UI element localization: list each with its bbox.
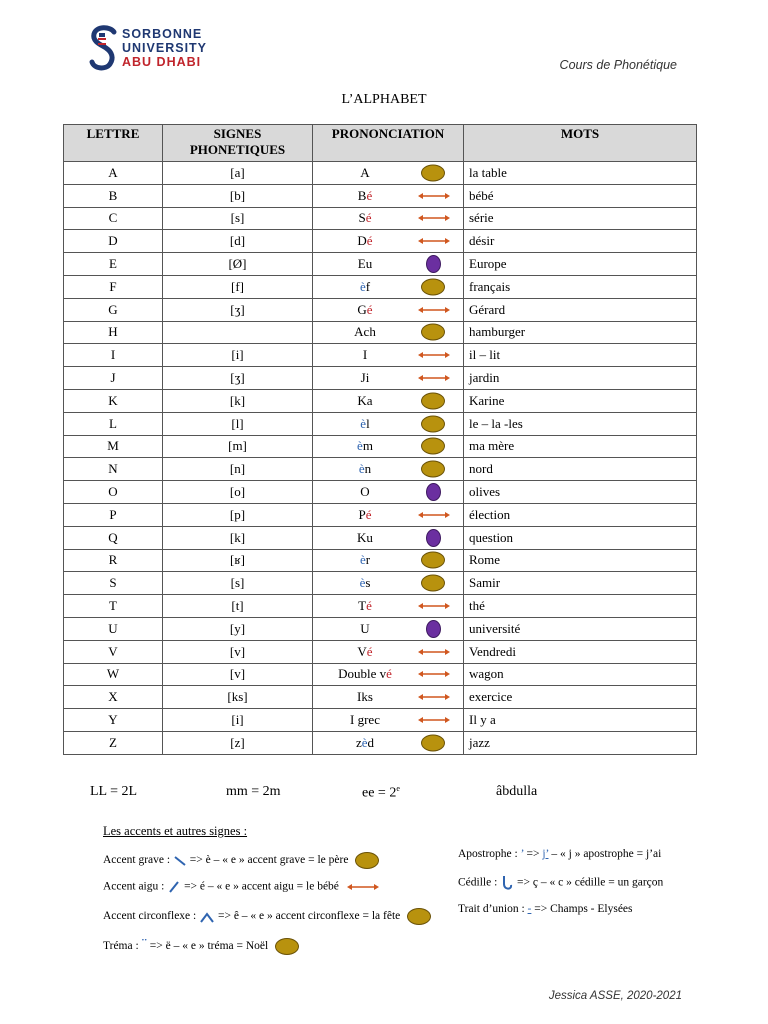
trema-line xyxy=(103,936,299,955)
cedille-label: Cédille : xyxy=(458,876,498,889)
cell-sign: [n] xyxy=(163,458,313,481)
course-title: Cours de Phonétique xyxy=(559,58,677,72)
university-logo xyxy=(88,24,218,74)
oval-icon xyxy=(421,392,445,409)
pronunciation-segment: è xyxy=(358,461,365,477)
cell-sign: [v] xyxy=(163,640,313,663)
cell-pronunciation xyxy=(313,617,464,640)
pronunciation-segment: U xyxy=(360,620,370,636)
oval-icon xyxy=(421,734,445,751)
table-row xyxy=(64,481,697,504)
cell-pronunciation xyxy=(313,686,464,709)
cell-word: exercice xyxy=(464,686,697,709)
pronunciation-segment: l xyxy=(366,415,370,431)
acute-accent-icon xyxy=(167,880,181,894)
cell-letter: B xyxy=(64,184,163,207)
pronunciation-segment: T xyxy=(358,598,367,614)
pronunciation-segment: è xyxy=(361,734,368,750)
oval-icon xyxy=(421,415,445,432)
cell-sign: [Ø] xyxy=(163,253,313,276)
cell-letter: L xyxy=(64,412,163,435)
table-row xyxy=(64,435,697,458)
pronunciation-segment: r xyxy=(365,552,371,568)
cell-sign: [i] xyxy=(163,709,313,732)
trait-union-line xyxy=(458,903,633,915)
cell-letter: E xyxy=(64,253,163,276)
cell-sign: [f] xyxy=(163,275,313,298)
table-row xyxy=(64,412,697,435)
cell-sign: [s] xyxy=(163,207,313,230)
cell-sign: [k] xyxy=(163,389,313,412)
cell-sign: [ʁ] xyxy=(163,549,313,572)
cell-sign: [l] xyxy=(163,412,313,435)
cell-word: question xyxy=(464,526,697,549)
purple-circle-icon xyxy=(426,255,441,273)
cell-letter: J xyxy=(64,367,163,390)
cell-letter: W xyxy=(64,663,163,686)
cell-letter: C xyxy=(64,207,163,230)
pronunciation-segment: é xyxy=(386,666,392,682)
pronunciation-segment: P xyxy=(358,506,366,522)
pronunciation-segment: D xyxy=(357,233,367,249)
cell-word: il – lit xyxy=(464,344,697,367)
cell-pronunciation xyxy=(313,709,464,732)
double-arrow-icon xyxy=(417,715,451,725)
table-header-row xyxy=(64,125,697,162)
cedilla-icon xyxy=(500,874,514,892)
purple-circle-icon xyxy=(426,620,441,638)
footnote-ee-text: ee = 2 xyxy=(362,785,397,801)
pronunciation-segment: S xyxy=(358,210,366,226)
cell-pronunciation xyxy=(313,572,464,595)
cell-word: la table xyxy=(464,162,697,185)
cell-word: université xyxy=(464,617,697,640)
accent-circonflexe-label: Accent circonflexe : xyxy=(103,910,197,923)
oval-icon xyxy=(421,552,445,569)
table-row xyxy=(64,389,697,412)
table-row xyxy=(64,503,697,526)
cell-letter: U xyxy=(64,617,163,640)
table-row xyxy=(64,572,697,595)
pronunciation-segment: Iks xyxy=(357,689,373,705)
cell-sign: [o] xyxy=(163,481,313,504)
table-row xyxy=(64,686,697,709)
cell-word: Rome xyxy=(464,549,697,572)
double-arrow-icon xyxy=(417,305,451,315)
cell-sign: [t] xyxy=(163,595,313,618)
table-body xyxy=(64,162,697,755)
cell-word: nord xyxy=(464,458,697,481)
table-row xyxy=(64,253,697,276)
cell-word: ma mère xyxy=(464,435,697,458)
alphabet-table xyxy=(63,124,697,755)
cell-pronunciation xyxy=(313,640,464,663)
pronunciation-segment: n xyxy=(364,461,372,477)
oval-icon xyxy=(421,438,445,455)
pronunciation-segment: Double v xyxy=(338,666,387,682)
cell-word: Il y a xyxy=(464,709,697,732)
cell-pronunciation xyxy=(313,321,464,344)
trait-union-mark: - xyxy=(527,903,532,915)
pronunciation-segment: é xyxy=(365,210,372,226)
accent-aigu-text: => é – « e » accent aigu = le bébé xyxy=(184,880,339,893)
cell-letter: X xyxy=(64,686,163,709)
cell-sign: [b] xyxy=(163,184,313,207)
pronunciation-segment: é xyxy=(366,187,373,203)
header-signes: SIGNES PHONETIQUES xyxy=(163,125,313,162)
apostrophe-line xyxy=(458,848,661,860)
grave-accent-icon xyxy=(173,855,187,867)
cell-letter: G xyxy=(64,298,163,321)
table-row xyxy=(64,162,697,185)
cell-pronunciation xyxy=(313,435,464,458)
apostrophe-text: – « j » apostrophe = j’ai xyxy=(551,848,662,860)
pronunciation-segment: è xyxy=(359,575,366,591)
table-row xyxy=(64,640,697,663)
cell-word: olives xyxy=(464,481,697,504)
table-row xyxy=(64,298,697,321)
pronunciation-segment: A xyxy=(360,164,370,180)
cell-pronunciation xyxy=(313,549,464,572)
cell-pronunciation xyxy=(313,731,464,754)
pronunciation-segment: Eu xyxy=(357,256,373,272)
header-lettre: LETTRE xyxy=(64,125,163,162)
cell-word: désir xyxy=(464,230,697,253)
cell-word: Samir xyxy=(464,572,697,595)
pronunciation-segment: I grec xyxy=(350,712,380,728)
double-arrow-icon xyxy=(417,350,451,360)
page-title: L’ALPHABET xyxy=(341,92,427,107)
accent-grave-text: => è – « e » accent grave = le père xyxy=(189,854,349,867)
cell-sign: [z] xyxy=(163,731,313,754)
table-row xyxy=(64,367,697,390)
footnote-mm: mm = 2m xyxy=(226,784,281,799)
trait-union-label: Trait d’union : xyxy=(458,903,525,915)
pronunciation-segment: B xyxy=(357,187,367,203)
cell-pronunciation xyxy=(313,367,464,390)
table-row xyxy=(64,595,697,618)
pronunciation-segment: é xyxy=(366,643,373,659)
double-arrow-icon xyxy=(417,373,451,383)
pronunciation-segment: é xyxy=(366,598,372,614)
pronunciation-segment: Ka xyxy=(357,392,373,408)
logo-text-abu-dhabi: ABU DHABI xyxy=(122,55,202,69)
cell-word: Karine xyxy=(464,389,697,412)
purple-circle-icon xyxy=(426,529,441,547)
accents-title: Les accents et autres signes : xyxy=(103,824,248,838)
cell-word: wagon xyxy=(464,663,697,686)
cell-letter: O xyxy=(64,481,163,504)
pronunciation-segment: V xyxy=(357,643,367,659)
footnote-ee xyxy=(362,784,400,802)
cell-pronunciation xyxy=(313,275,464,298)
cell-letter: D xyxy=(64,230,163,253)
table-row xyxy=(64,207,697,230)
cell-letter: P xyxy=(64,503,163,526)
cell-pronunciation xyxy=(313,207,464,230)
pronunciation-segment: O xyxy=(360,484,370,500)
cell-sign: [v] xyxy=(163,663,313,686)
double-arrow-icon xyxy=(346,882,380,892)
apostrophe-mark: ’ xyxy=(520,848,524,860)
pronunciation-segment: è xyxy=(360,415,367,431)
cell-letter: F xyxy=(64,275,163,298)
cell-letter: A xyxy=(64,162,163,185)
cell-sign: [ʒ] xyxy=(163,367,313,390)
cell-sign: [m] xyxy=(163,435,313,458)
header-prononciation: PRONONCIATION xyxy=(313,125,464,162)
cell-word: bébé xyxy=(464,184,697,207)
cell-sign: [d] xyxy=(163,230,313,253)
cell-letter: H xyxy=(64,321,163,344)
pronunciation-segment: z xyxy=(355,734,362,750)
pronunciation-segment: è xyxy=(359,278,366,294)
table-row xyxy=(64,709,697,732)
logo-text-university: UNIVERSITY xyxy=(122,41,208,55)
accent-circonflexe-text: => ê – « e » accent circonflexe = la fête xyxy=(217,910,401,923)
pronunciation-segment: G xyxy=(357,301,367,317)
cell-sign: [ʒ] xyxy=(163,298,313,321)
cell-pronunciation xyxy=(313,458,464,481)
cell-pronunciation xyxy=(313,481,464,504)
pronunciation-segment: è xyxy=(357,438,363,454)
cell-letter: V xyxy=(64,640,163,663)
apostrophe-jprime: j’ xyxy=(542,848,549,860)
pronunciation-segment: Ku xyxy=(357,529,373,545)
pronunciation-segment: I xyxy=(362,347,368,363)
oval-icon xyxy=(407,908,431,925)
cell-letter: K xyxy=(64,389,163,412)
cell-word: jardin xyxy=(464,367,697,390)
cell-letter: I xyxy=(64,344,163,367)
cell-letter: R xyxy=(64,549,163,572)
pronunciation-segment: è xyxy=(359,552,366,568)
cell-word: français xyxy=(464,275,697,298)
cell-pronunciation xyxy=(313,526,464,549)
oval-icon xyxy=(275,938,299,955)
cell-word: hamburger xyxy=(464,321,697,344)
oval-icon xyxy=(421,278,445,295)
oval-icon xyxy=(421,164,445,181)
pronunciation-segment: Ach xyxy=(354,324,376,340)
cell-word: thé xyxy=(464,595,697,618)
accent-grave-label: Accent grave : xyxy=(103,854,171,867)
double-arrow-icon xyxy=(417,191,451,201)
cell-word: élection xyxy=(464,503,697,526)
cell-pronunciation xyxy=(313,298,464,321)
cell-pronunciation xyxy=(313,389,464,412)
cell-sign: [k] xyxy=(163,526,313,549)
cell-pronunciation xyxy=(313,595,464,618)
pronunciation-segment: s xyxy=(365,575,371,591)
cell-pronunciation xyxy=(313,162,464,185)
oval-icon xyxy=(421,461,445,478)
cell-pronunciation xyxy=(313,344,464,367)
apostrophe-label: Apostrophe : xyxy=(458,848,518,860)
table-row xyxy=(64,549,697,572)
pronunciation-segment: m xyxy=(362,438,373,454)
cell-pronunciation xyxy=(313,503,464,526)
cell-letter: M xyxy=(64,435,163,458)
accent-grave-line xyxy=(103,852,379,869)
footnote-ee-sup: e xyxy=(396,784,400,793)
oval-icon xyxy=(421,324,445,341)
pronunciation-segment: Ji xyxy=(360,370,370,386)
table-row xyxy=(64,731,697,754)
accent-aigu-label: Accent aigu : xyxy=(103,880,165,893)
double-arrow-icon xyxy=(417,669,451,679)
logo-text-sorbonne: SORBONNE xyxy=(122,27,203,41)
cell-sign: [ks] xyxy=(163,686,313,709)
cell-sign: [y] xyxy=(163,617,313,640)
table-row xyxy=(64,230,697,253)
apostrophe-arrow: => xyxy=(526,848,540,860)
double-arrow-icon xyxy=(417,236,451,246)
trait-union-text: => Champs - Elysées xyxy=(534,903,633,915)
pronunciation-segment: d xyxy=(367,734,375,750)
purple-circle-icon xyxy=(426,483,441,501)
oval-icon xyxy=(355,852,379,869)
cell-sign xyxy=(163,321,313,344)
table-row xyxy=(64,663,697,686)
double-arrow-icon xyxy=(417,510,451,520)
pronunciation-segment: é xyxy=(366,233,373,249)
double-arrow-icon xyxy=(417,213,451,223)
pronunciation-segment: é xyxy=(365,506,372,522)
footnote-ll: LL = 2L xyxy=(90,784,138,799)
trema-text: => ë – « e » tréma = Noël xyxy=(149,940,269,952)
table-row xyxy=(64,526,697,549)
cell-pronunciation xyxy=(313,230,464,253)
author-signature: Jessica ASSE, 2020-2021 xyxy=(548,990,682,1002)
cell-sign: [s] xyxy=(163,572,313,595)
pronunciation-segment: é xyxy=(366,301,373,317)
cell-letter: N xyxy=(64,458,163,481)
sorbonne-emblem-icon xyxy=(88,24,120,72)
table-row xyxy=(64,617,697,640)
cell-letter: Z xyxy=(64,731,163,754)
table-row xyxy=(64,458,697,481)
footnote-abdulla: âbdulla xyxy=(496,784,538,799)
cedille-line xyxy=(458,874,663,892)
cell-word: Europe xyxy=(464,253,697,276)
cell-letter: Q xyxy=(64,526,163,549)
cell-word: jazz xyxy=(464,731,697,754)
trema-marks: ¨ xyxy=(141,936,147,953)
cell-sign: [a] xyxy=(163,162,313,185)
pronunciation-segment: f xyxy=(365,278,371,294)
double-arrow-icon xyxy=(417,692,451,702)
table-row xyxy=(64,275,697,298)
cell-letter: S xyxy=(64,572,163,595)
cell-sign: [p] xyxy=(163,503,313,526)
cedille-text: => ç – « c » cédille = un garçon xyxy=(517,876,664,889)
trema-label: Tréma : xyxy=(103,940,139,952)
accent-aigu-line xyxy=(103,880,380,894)
oval-icon xyxy=(421,575,445,592)
table-row xyxy=(64,184,697,207)
cell-word: Gérard xyxy=(464,298,697,321)
header-mots: MOTS xyxy=(464,125,697,162)
cell-word: série xyxy=(464,207,697,230)
circumflex-accent-icon xyxy=(199,910,215,924)
table-row xyxy=(64,321,697,344)
double-arrow-icon xyxy=(417,601,451,611)
cell-pronunciation xyxy=(313,253,464,276)
cell-pronunciation xyxy=(313,663,464,686)
table-row xyxy=(64,344,697,367)
cell-sign: [i] xyxy=(163,344,313,367)
accent-circonflexe-line xyxy=(103,908,431,925)
double-arrow-icon xyxy=(417,647,451,657)
cell-word: le – la -les xyxy=(464,412,697,435)
cell-word: Vendredi xyxy=(464,640,697,663)
cell-letter: T xyxy=(64,595,163,618)
cell-letter: Y xyxy=(64,709,163,732)
cell-pronunciation xyxy=(313,184,464,207)
cell-pronunciation xyxy=(313,412,464,435)
